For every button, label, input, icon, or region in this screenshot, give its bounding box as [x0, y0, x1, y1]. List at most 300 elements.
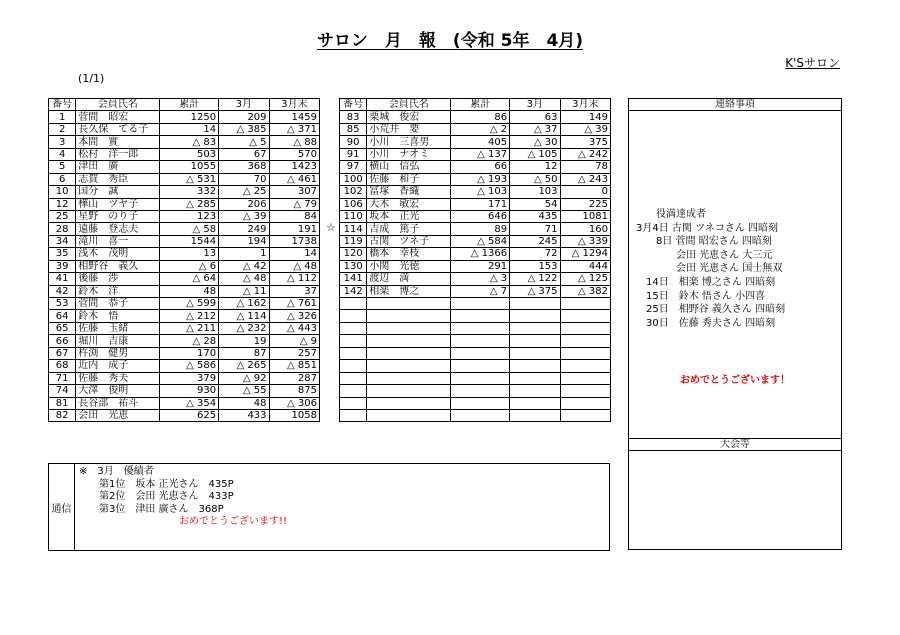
achievement-line: 14日 相楽 博之さん 四暗刻 — [636, 276, 776, 288]
month-cell: 368 — [219, 161, 269, 173]
member-name — [367, 347, 451, 359]
member-number: 1 — [49, 111, 76, 123]
table-row — [49, 223, 320, 235]
newsletter-line: 第1位 坂本 正光さん 435P — [79, 478, 234, 490]
table-row — [49, 310, 320, 322]
month-cell: △ 122 — [510, 273, 560, 285]
total-cell: △ 212 — [160, 310, 219, 322]
table-row — [340, 322, 611, 334]
month-cell: △ 50 — [510, 173, 560, 185]
member-number: 35 — [49, 248, 76, 260]
table-row — [340, 285, 611, 297]
member-number: 130 — [340, 260, 367, 272]
member-number: 10 — [49, 186, 76, 198]
member-number: 67 — [49, 347, 76, 359]
newsletter-box — [48, 463, 610, 551]
month-end-cell: 225 — [560, 198, 610, 210]
month-end-cell: 84 — [269, 210, 319, 222]
member-name: 樺山 ツヤ子 — [76, 198, 160, 210]
table-row — [49, 161, 320, 173]
month-end-cell: 287 — [269, 372, 319, 384]
total-cell: △ 83 — [160, 136, 219, 148]
month-end-cell: △ 326 — [269, 310, 319, 322]
month-cell: 48 — [219, 397, 269, 409]
month-end-cell — [560, 347, 610, 359]
total-cell — [451, 322, 510, 334]
total-cell: △ 599 — [160, 298, 219, 310]
total-cell: 89 — [451, 223, 510, 235]
member-number — [340, 347, 367, 359]
newsletter-body — [79, 466, 287, 529]
month-cell: 72 — [510, 248, 560, 260]
newsletter-line: 第2位 会田 光恵さん 433P — [79, 491, 234, 502]
column-header: 3月末 — [560, 99, 610, 111]
member-name: 大澤 俊明 — [76, 385, 160, 397]
month-cell: 206 — [219, 198, 269, 210]
achievement-list — [636, 208, 785, 330]
month-cell — [510, 409, 560, 421]
month-cell: △ 48 — [219, 273, 269, 285]
month-cell: 245 — [510, 235, 560, 247]
table-row — [340, 397, 611, 409]
total-cell: 379 — [160, 372, 219, 384]
total-cell: △ 285 — [160, 198, 219, 210]
member-name: 杵渕 健男 — [76, 347, 160, 359]
month-end-cell: △ 851 — [269, 360, 319, 372]
member-name: 国分 誠 — [76, 186, 160, 198]
month-cell: △ 232 — [219, 322, 269, 334]
month-cell: 1 — [219, 248, 269, 260]
table-row — [49, 360, 320, 372]
table-row — [340, 372, 611, 384]
member-number: 3 — [49, 136, 76, 148]
member-name: 佐藤 和子 — [367, 173, 451, 185]
table-row — [340, 123, 611, 135]
table-row — [340, 235, 611, 247]
month-cell: 103 — [510, 186, 560, 198]
page-indicator: (1/1) — [78, 72, 105, 85]
total-cell: △ 1366 — [451, 248, 510, 260]
member-name: 遠藤 登志夫 — [76, 223, 160, 235]
member-name: 浅木 茂明 — [76, 248, 160, 260]
total-cell: △ 2 — [451, 123, 510, 135]
month-end-cell — [560, 298, 610, 310]
table-row — [340, 186, 611, 198]
month-cell — [510, 335, 560, 347]
member-name: 古関 ツネ子 — [367, 235, 451, 247]
member-number: 64 — [49, 310, 76, 322]
member-number: 97 — [340, 161, 367, 173]
table-row — [340, 248, 611, 260]
total-cell: 14 — [160, 123, 219, 135]
member-name — [367, 372, 451, 384]
total-cell — [451, 310, 510, 322]
table-row — [340, 173, 611, 185]
member-number: 12 — [49, 198, 76, 210]
member-number: 82 — [49, 409, 76, 421]
month-cell: △ 265 — [219, 360, 269, 372]
member-name — [367, 385, 451, 397]
member-name: 志賀 秀臣 — [76, 173, 160, 185]
month-end-cell: 570 — [269, 148, 319, 160]
month-end-cell — [560, 397, 610, 409]
month-cell: △ 30 — [510, 136, 560, 148]
month-end-cell — [560, 360, 610, 372]
table-row — [49, 409, 320, 421]
page-title: サロン 月 報 (令和 5年 4月) — [316, 31, 584, 51]
member-number: 119 — [340, 235, 367, 247]
month-end-cell: △ 1294 — [560, 248, 610, 260]
month-end-cell — [560, 310, 610, 322]
member-number: 41 — [49, 273, 76, 285]
month-end-cell — [560, 335, 610, 347]
table-row — [340, 310, 611, 322]
total-cell: △ 28 — [160, 335, 219, 347]
members-table-right — [339, 98, 611, 422]
total-cell — [451, 397, 510, 409]
month-end-cell: 160 — [560, 223, 610, 235]
table-row — [49, 111, 320, 123]
table-row — [340, 161, 611, 173]
month-cell: △ 37 — [510, 123, 560, 135]
month-end-cell — [560, 409, 610, 421]
member-name: 鈴木 悟 — [76, 310, 160, 322]
total-cell — [451, 385, 510, 397]
member-name: 橋本 幸枝 — [367, 248, 451, 260]
member-number: 114 — [340, 223, 367, 235]
total-cell: 930 — [160, 385, 219, 397]
member-number: 39 — [49, 260, 76, 272]
month-end-cell: 307 — [269, 186, 319, 198]
member-name: 相野谷 義久 — [76, 260, 160, 272]
month-end-cell — [560, 372, 610, 384]
table-row — [49, 136, 320, 148]
month-end-cell: △ 339 — [560, 235, 610, 247]
month-end-cell: 444 — [560, 260, 610, 272]
table-header-row — [340, 99, 611, 111]
column-header: 3月末 — [269, 99, 319, 111]
achievement-line: 会田 光恵さん 大三元 — [636, 249, 773, 261]
table-row — [49, 273, 320, 285]
month-cell — [510, 310, 560, 322]
member-number: 53 — [49, 298, 76, 310]
total-cell: 646 — [451, 210, 510, 222]
members-table-left — [48, 98, 320, 422]
month-cell: 209 — [219, 111, 269, 123]
month-cell — [510, 347, 560, 359]
month-end-cell: △ 461 — [269, 173, 319, 185]
total-cell: △ 584 — [451, 235, 510, 247]
month-end-cell: 1081 — [560, 210, 610, 222]
member-name: 菅間 恭子 — [76, 298, 160, 310]
month-end-cell: 0 — [560, 186, 610, 198]
member-number: 85 — [340, 123, 367, 135]
member-name: 小荒井 要 — [367, 123, 451, 135]
month-end-cell: △ 306 — [269, 397, 319, 409]
member-number: 65 — [49, 322, 76, 334]
column-header: 累計 — [160, 99, 219, 111]
month-cell: 12 — [510, 161, 560, 173]
total-cell — [451, 372, 510, 384]
table-row — [340, 111, 611, 123]
table-row — [340, 223, 611, 235]
month-cell: 54 — [510, 198, 560, 210]
member-name: 菅間 昭宏 — [76, 111, 160, 123]
table-row — [49, 298, 320, 310]
star-mark: ☆ — [326, 221, 336, 234]
month-end-cell: 14 — [269, 248, 319, 260]
member-number: 81 — [49, 397, 76, 409]
member-name — [367, 322, 451, 334]
month-cell: △ 25 — [219, 186, 269, 198]
month-end-cell: △ 112 — [269, 273, 319, 285]
table-row — [340, 198, 611, 210]
month-cell: 70 — [219, 173, 269, 185]
total-cell: 332 — [160, 186, 219, 198]
total-cell: 1250 — [160, 111, 219, 123]
total-cell: △ 586 — [160, 360, 219, 372]
table-row — [49, 210, 320, 222]
table-row — [340, 347, 611, 359]
member-number — [340, 372, 367, 384]
total-cell: △ 6 — [160, 260, 219, 272]
member-number: 71 — [49, 372, 76, 384]
total-cell: △ 354 — [160, 397, 219, 409]
table-row — [340, 210, 611, 222]
month-cell: △ 162 — [219, 298, 269, 310]
member-name: 津田 廣 — [76, 161, 160, 173]
member-number: 100 — [340, 173, 367, 185]
total-cell: 123 — [160, 210, 219, 222]
month-end-cell: 257 — [269, 347, 319, 359]
newsletter-line: 第3位 津田 廣さん 368P — [79, 503, 224, 515]
member-name — [367, 397, 451, 409]
total-cell: △ 137 — [451, 148, 510, 160]
newsletter-congrats: おめでとうございます!! — [179, 516, 288, 527]
achievement-line: 3月4日 古関 ツネコさん 四暗刻 — [636, 222, 779, 234]
month-end-cell: △ 371 — [269, 123, 319, 135]
table-row — [49, 248, 320, 260]
member-name: 長谷部 祐斗 — [76, 397, 160, 409]
month-cell — [510, 360, 560, 372]
member-name: 長久保 てる子 — [76, 123, 160, 135]
month-end-cell: 875 — [269, 385, 319, 397]
total-cell: 13 — [160, 248, 219, 260]
member-name: 坂本 正光 — [367, 210, 451, 222]
month-cell: △ 92 — [219, 372, 269, 384]
member-number: 90 — [340, 136, 367, 148]
total-cell: △ 64 — [160, 273, 219, 285]
member-number: 141 — [340, 273, 367, 285]
month-cell: 63 — [510, 111, 560, 123]
table-row — [340, 273, 611, 285]
member-name: 栗城 俊宏 — [367, 111, 451, 123]
member-number: 42 — [49, 285, 76, 297]
column-header: 会員氏名 — [76, 99, 160, 111]
table-row — [340, 298, 611, 310]
month-end-cell: 1459 — [269, 111, 319, 123]
member-name — [367, 335, 451, 347]
month-end-cell — [560, 322, 610, 334]
total-cell: △ 211 — [160, 322, 219, 334]
member-number — [340, 385, 367, 397]
month-cell: 71 — [510, 223, 560, 235]
month-end-cell: △ 443 — [269, 322, 319, 334]
month-cell: △ 39 — [219, 210, 269, 222]
total-cell: 625 — [160, 409, 219, 421]
member-name — [367, 298, 451, 310]
table-row — [340, 148, 611, 160]
achievement-line: 会田 光恵さん 国士無双 — [636, 263, 783, 275]
month-cell: △ 385 — [219, 123, 269, 135]
column-header: 3月 — [219, 99, 269, 111]
month-end-cell: 37 — [269, 285, 319, 297]
member-number: 102 — [340, 186, 367, 198]
member-number — [340, 409, 367, 421]
month-end-cell: 1058 — [269, 409, 319, 421]
total-cell: 1544 — [160, 235, 219, 247]
total-cell: △ 103 — [451, 186, 510, 198]
total-cell: 503 — [160, 148, 219, 160]
table-row — [340, 136, 611, 148]
month-cell: 19 — [219, 335, 269, 347]
tournament-header: 大会等 — [628, 438, 842, 451]
member-name: 大木 敏宏 — [367, 198, 451, 210]
column-header: 3月 — [510, 99, 560, 111]
total-cell: 66 — [451, 161, 510, 173]
member-number — [340, 298, 367, 310]
month-cell: △ 114 — [219, 310, 269, 322]
member-number: 110 — [340, 210, 367, 222]
month-end-cell: △ 48 — [269, 260, 319, 272]
table-row — [49, 260, 320, 272]
member-name: 堀川 吉康 — [76, 335, 160, 347]
member-name — [367, 360, 451, 372]
total-cell — [451, 347, 510, 359]
table-row — [49, 123, 320, 135]
column-header: 番号 — [340, 99, 367, 111]
member-name: 小川 ナオミ — [367, 148, 451, 160]
member-number: 2 — [49, 123, 76, 135]
contact-header: 連絡事項 — [628, 98, 842, 111]
member-name: 冨塚 香織 — [367, 186, 451, 198]
month-cell — [510, 322, 560, 334]
table-row — [49, 173, 320, 185]
table-row — [49, 322, 320, 334]
newsletter-label: 通信 — [49, 464, 75, 550]
achievement-line: 15日 鈴木 悟さん 小四喜 — [636, 290, 766, 302]
table-row — [49, 198, 320, 210]
member-name — [367, 409, 451, 421]
month-cell — [510, 397, 560, 409]
member-number — [340, 310, 367, 322]
month-end-cell: △ 39 — [560, 123, 610, 135]
total-cell: 86 — [451, 111, 510, 123]
total-cell — [451, 409, 510, 421]
member-number: 66 — [49, 335, 76, 347]
month-cell: 249 — [219, 223, 269, 235]
month-end-cell: 78 — [560, 161, 610, 173]
achievement-line: 30日 佐藤 秀夫さん 四暗刻 — [636, 317, 776, 329]
member-name: 小関 光徳 — [367, 260, 451, 272]
total-cell — [451, 335, 510, 347]
month-cell — [510, 298, 560, 310]
total-cell: 291 — [451, 260, 510, 272]
member-number: 74 — [49, 385, 76, 397]
month-end-cell: 1738 — [269, 235, 319, 247]
month-end-cell: △ 761 — [269, 298, 319, 310]
member-name — [367, 310, 451, 322]
month-end-cell: 191 — [269, 223, 319, 235]
total-cell: 1055 — [160, 161, 219, 173]
month-end-cell: △ 125 — [560, 273, 610, 285]
month-cell: △ 55 — [219, 385, 269, 397]
month-cell: △ 375 — [510, 285, 560, 297]
column-header: 累計 — [451, 99, 510, 111]
member-name: 近内 成子 — [76, 360, 160, 372]
month-cell: 433 — [219, 409, 269, 421]
month-end-cell: △ 79 — [269, 198, 319, 210]
month-cell: 194 — [219, 235, 269, 247]
column-header: 番号 — [49, 99, 76, 111]
member-name: 会田 光恵 — [76, 409, 160, 421]
member-name: 星野 のり子 — [76, 210, 160, 222]
member-number: 25 — [49, 210, 76, 222]
month-end-cell: △ 9 — [269, 335, 319, 347]
table-row — [49, 372, 320, 384]
month-cell: 153 — [510, 260, 560, 272]
table-row — [340, 360, 611, 372]
table-row — [49, 235, 320, 247]
member-number — [340, 360, 367, 372]
month-cell: 87 — [219, 347, 269, 359]
member-name: 鈴木 洋 — [76, 285, 160, 297]
table-row — [340, 335, 611, 347]
month-cell: 435 — [510, 210, 560, 222]
month-end-cell: 375 — [560, 136, 610, 148]
congrats-message: おめでとうございます！ — [680, 375, 790, 386]
member-name: 本間 實 — [76, 136, 160, 148]
member-number: 68 — [49, 360, 76, 372]
member-name: 滝川 喜一 — [76, 235, 160, 247]
table-row — [49, 385, 320, 397]
achievement-line: 8日 菅間 昭宏さん 四暗刻 — [636, 236, 772, 248]
month-end-cell: △ 382 — [560, 285, 610, 297]
table-row — [340, 385, 611, 397]
salon-name: K'Sサロン — [785, 56, 840, 70]
member-number: 6 — [49, 173, 76, 185]
total-cell: △ 193 — [451, 173, 510, 185]
table-row — [49, 335, 320, 347]
month-cell — [510, 372, 560, 384]
member-number: 106 — [340, 198, 367, 210]
table-header-row — [49, 99, 320, 111]
table-row — [340, 260, 611, 272]
table-row — [49, 285, 320, 297]
total-cell: △ 7 — [451, 285, 510, 297]
member-number: 142 — [340, 285, 367, 297]
total-cell: 171 — [451, 198, 510, 210]
achievement-line: 役満達成者 — [636, 209, 706, 220]
month-end-cell — [560, 385, 610, 397]
month-end-cell: 149 — [560, 111, 610, 123]
month-cell: △ 5 — [219, 136, 269, 148]
member-number: 120 — [340, 248, 367, 260]
member-name: 相楽 博之 — [367, 285, 451, 297]
total-cell — [451, 298, 510, 310]
table-row — [49, 397, 320, 409]
member-number: 28 — [49, 223, 76, 235]
